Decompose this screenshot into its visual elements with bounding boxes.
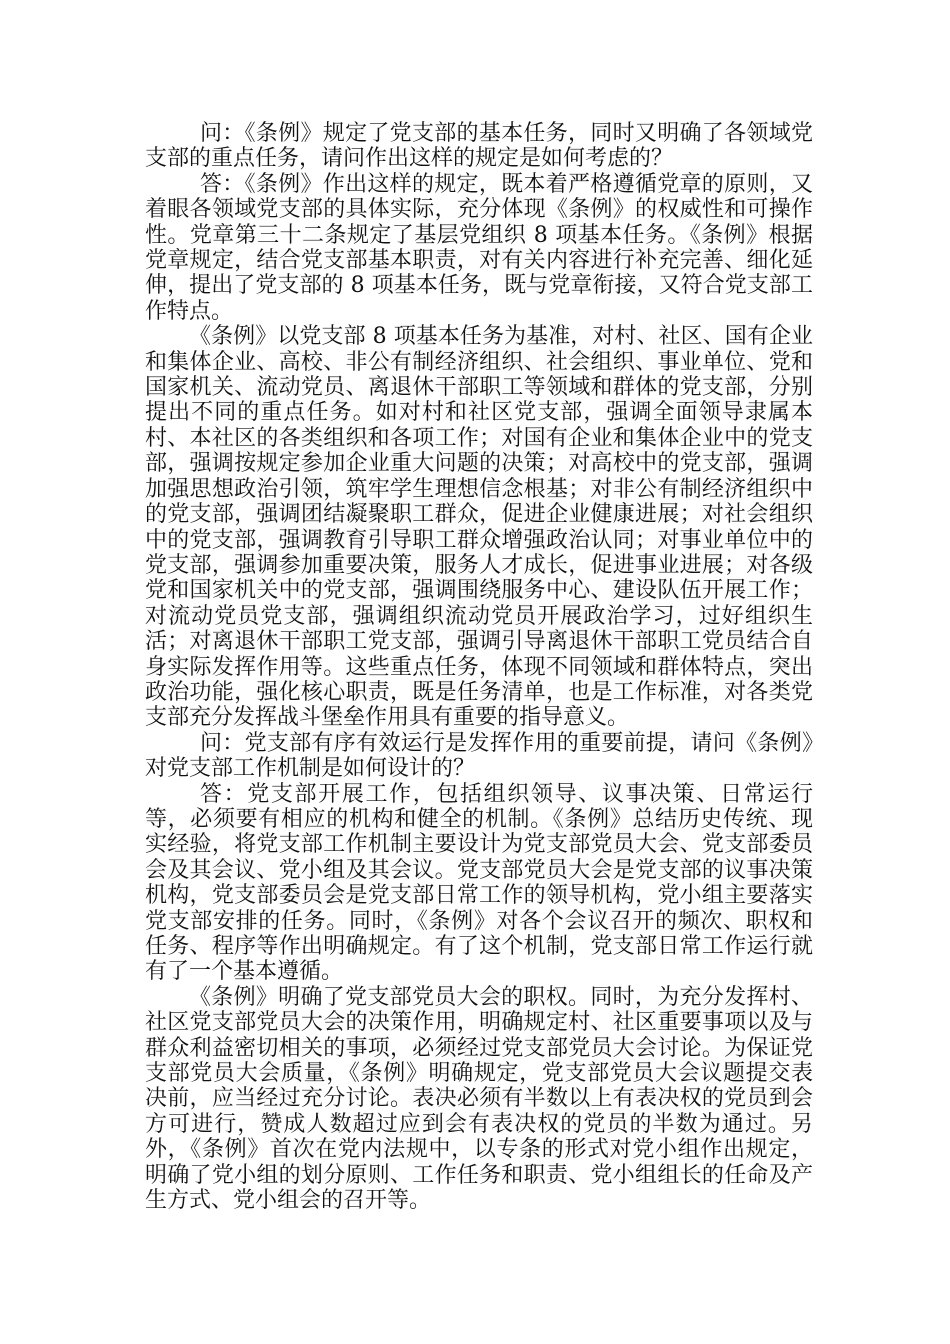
document-body [145, 121, 813, 1213]
paragraph-party-congress: 《条例》明确了党支部党员大会的职权。同时，为充分发挥村、社区党支部党员大会的决策作用，明确规定村、社区重要事项以及与群众利益密切相关的事项，必须经过党支部党员大会讨论。为保证党支部党员大会质量，《条例》明确规定，党支部党员大会议题提交表决前，应当经过充分讨论。表决必须有半数以上有表决权的党员到会方可进行，赞成人数超过应到会有表决权的党员的半数为通过。另外，《条例》首次在党内法规中，以专条的形式对党小组作出规定，明确了党小组的划分原则、工作任务和职责、党小组组长的任命及产生方式、党小组会的召开等。 [145, 984, 813, 1214]
paragraph-question-2: 问：党支部有序有效运行是发挥作用的重要前提，请问《条例》对党支部工作机制是如何设计的？ [145, 730, 813, 782]
paragraph-answer-1: 答：《条例》作出这样的规定，既本着严格遵循党章的原则，又着眼各领域党支部的具体实际，充分体现《条例》的权威性和可操作性。党章第三十二条规定了基层党组织 8 项基本任务。《条例》根据党章规定，结合党支部基本职责，对有关内容进行补充完善、细化延伸，提出了党支部的 8 项基本任务，既与党章衔接，又符合党支部工作特点。 [145, 171, 813, 324]
paragraph-key-tasks: 《条例》以党支部 8 项基本任务为基准，对村、社区、国有企业和集体企业、高校、非公有制经济组织、社会组织、事业单位、党和国家机关、流动党员、离退休干部职工等领域和群体的党支部，分别提出不同的重点任务。如对村和社区党支部，强调全面领导隶属本村、本社区的各类组织和各项工作；对国有企业和集体企业中的党支部，强调按规定参加企业重大问题的决策；对高校中的党支部，强调加强思想政治引领，筑牢学生理想信念根基；对非公有制经济组织中的党支部，强调团结凝聚职工群众，促进企业健康进展；对社会组织中的党支部，强调教育引导职工群众增强政治认同；对事业单位中的党支部，强调参加重要决策，服务人才成长，促进事业进展；对各级党和国家机关中的党支部，强调围绕服务中心、建设队伍开展工作；对流动党员党支部，强调组织流动党员开展政治学习，过好组织生活；对离退休干部职工党支部，强调引导离退休干部职工党员结合自身实际发挥作用等。这些重点任务，体现不同领域和群体特点，突出政治功能，强化核心职责，既是任务清单，也是工作标准，对各类党支部充分发挥战斗堡垒作用具有重要的指导意义。 [145, 324, 813, 731]
paragraph-answer-2: 答：党支部开展工作，包括组织领导、议事决策、日常运行等，必须要有相应的机构和健全的机制。《条例》总结历史传统、现实经验，将党支部工作机制主要设计为党支部党员大会、党支部委员会及其会议、党小组及其会议。党支部党员大会是党支部的议事决策机构，党支部委员会是党支部日常工作的领导机构，党小组主要落实党支部安排的任务。同时，《条例》对各个会议召开的频次、职权和任务、程序等作出明确规定。有了这个机制，党支部日常工作运行就有了一个基本遵循。 [145, 781, 813, 985]
paragraph-question-1: 问：《条例》规定了党支部的基本任务，同时又明确了各领域党支部的重点任务，请问作出这样的规定是如何考虑的？ [145, 121, 813, 172]
